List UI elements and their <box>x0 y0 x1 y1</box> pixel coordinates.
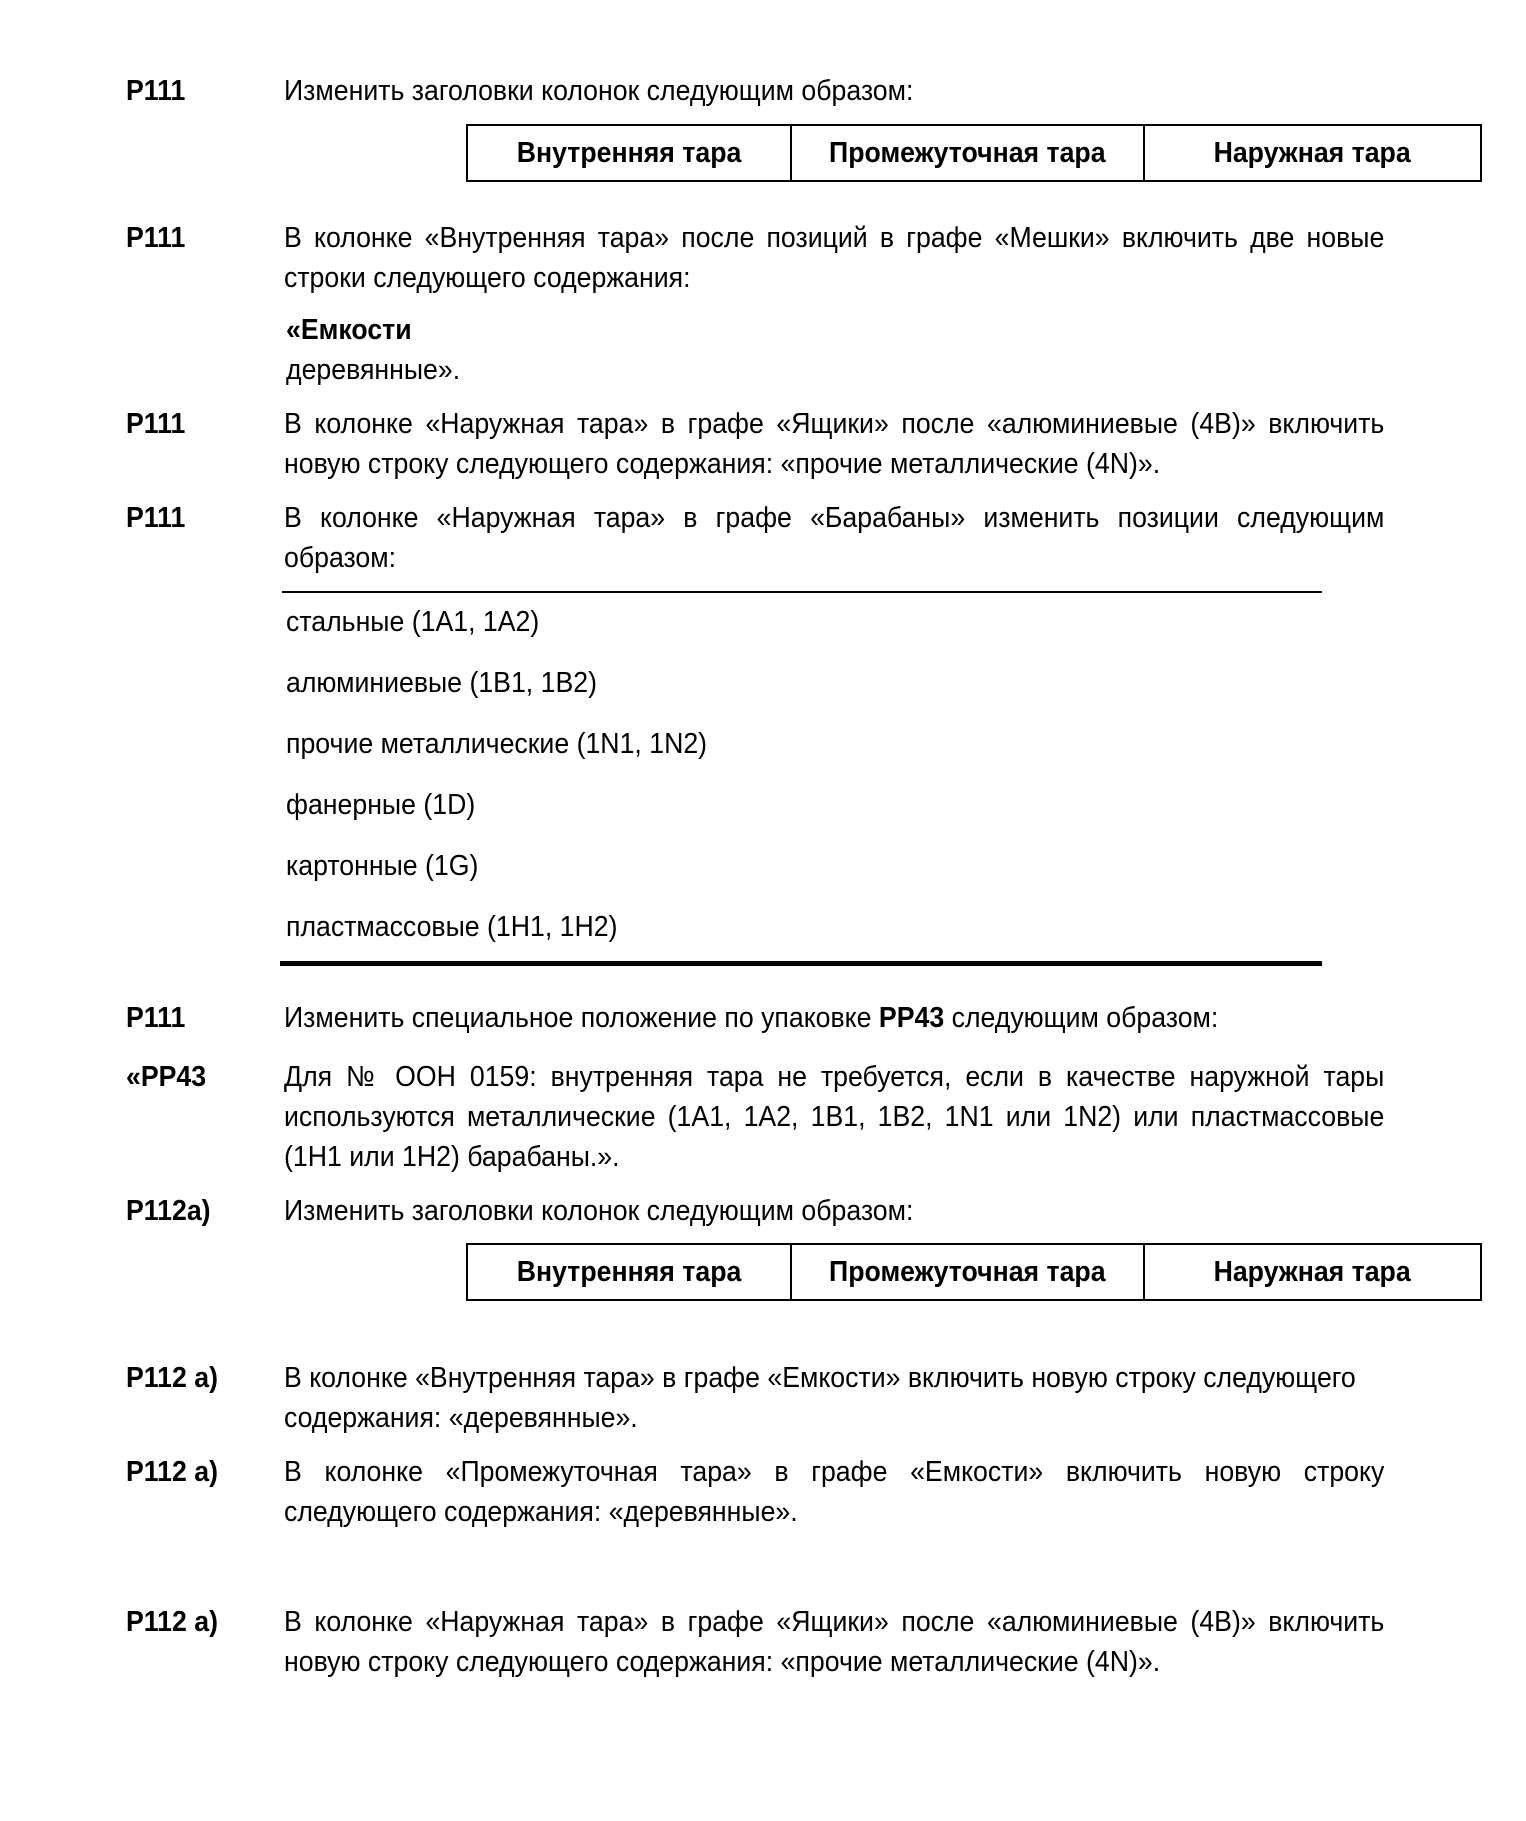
entry-text: Изменить заголовки колонок следующим образом: <box>284 75 914 107</box>
drum-list-item: пластмассовые (1H1, 1H2) <box>286 911 618 943</box>
entry-code: P111 <box>126 75 186 107</box>
provision-code: PP43 <box>878 1002 945 1034</box>
header-intermediate-packaging: Промежуточная тара <box>791 1244 1144 1300</box>
header-outer-packaging: Наружная тара <box>1144 125 1481 181</box>
drum-list-item: прочие металлические (1N1, 1N2) <box>286 728 708 760</box>
list-top-rule <box>282 591 1322 593</box>
entry-code: «PP43 <box>126 1061 207 1093</box>
drum-list-item: алюминиевые (1B1, 1B2) <box>286 667 597 699</box>
drum-list-item: картонные (1G) <box>286 850 479 882</box>
entry-code: P111 <box>126 408 186 440</box>
entry-text: В колонке «Промежуточная тара» в графе «Емкости» включить новую строку следующего содержания: «деревянные». <box>284 1456 1385 1528</box>
header-inner-packaging: Внутренняя тара <box>467 1244 791 1300</box>
entry-code: P112a) <box>126 1195 211 1227</box>
header-intermediate-packaging: Промежуточная тара <box>791 125 1144 181</box>
drum-list-item: фанерные (1D) <box>286 789 476 821</box>
insert-line-1: «Емкости <box>286 314 412 346</box>
drum-list-item: стальные (1A1, 1A2) <box>286 606 540 638</box>
entry-text: В колонке «Наружная тара» в графе «Ящики» после «алюминиевые (4B)» включить новую строку следующего содержания: «прочие металлические (4N)». <box>284 408 1385 480</box>
column-headers-table <box>466 1243 1482 1301</box>
entry-text: Для № ООН 0159: внутренняя тара не требуется, если в качестве наружной тары используются металлические (1A1, 1A2, 1B1, 1B2, 1N1 или 1N2) или пластмассовые (1H1 или 1H2) барабаны.». <box>284 1061 1385 1173</box>
entry-code: P111 <box>126 502 186 534</box>
entry-text: В колонке «Внутренняя тара» после позиций в графе «Мешки» включить две новые строки следующего содержания: <box>284 222 1385 294</box>
entry-code: P111 <box>126 222 186 254</box>
entry-text: В колонке «Наружная тара» в графе «Ящики» после «алюминиевые (4B)» включить новую строку следующего содержания: «прочие металлические (4N)». <box>284 1606 1385 1678</box>
entry-code: P112 a) <box>126 1362 218 1394</box>
header-outer-packaging: Наружная тара <box>1144 1244 1481 1300</box>
insert-line-2: деревянные». <box>286 354 461 386</box>
entry-code: P112 a) <box>126 1606 218 1638</box>
entry-text: В колонке «Наружная тара» в графе «Барабаны» изменить позиции следующим образом: <box>284 502 1385 574</box>
list-bottom-rule <box>280 961 1322 966</box>
column-headers-table <box>466 124 1482 182</box>
insert-block <box>286 310 475 390</box>
entry-code: P111 <box>126 1002 186 1034</box>
entry-text: В колонке «Внутренняя тара» в графе «Емкости» включить новую строку следующего содержания: «деревянные». <box>284 1362 1356 1434</box>
entry-text: Изменить специальное положение по упаковке PP43 следующим образом: <box>284 1002 1219 1034</box>
header-inner-packaging: Внутренняя тара <box>467 125 791 181</box>
entry-code: P112 a) <box>126 1456 218 1488</box>
entry-text: Изменить заголовки колонок следующим образом: <box>284 1195 914 1227</box>
